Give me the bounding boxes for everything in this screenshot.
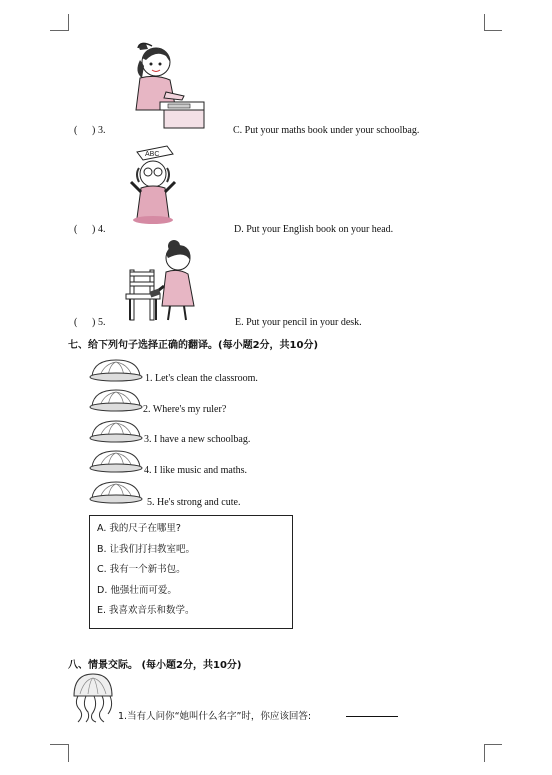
answer-blank-line[interactable] xyxy=(346,716,398,717)
girl-at-desk-illustration xyxy=(126,40,206,130)
crop-mark-top-left-v xyxy=(68,14,69,31)
option-c: C. 我有一个新书包。 xyxy=(97,564,186,575)
section-7-heading: 七、给下列句子选择正确的翻译。(每小题2分，共10分) xyxy=(68,340,319,351)
sentence-c: C. Put your maths book under your schoolbag. xyxy=(233,125,420,136)
paren-close-3: ) xyxy=(92,125,96,136)
shell-answer-4-icon[interactable] xyxy=(88,449,144,475)
sentence-d: D. Put your English book on your head. xyxy=(234,224,394,235)
section7-sentence-1: 1. Let's clean the classroom. xyxy=(145,373,258,384)
paren-close-5: ) xyxy=(92,317,96,328)
shell-answer-5-icon[interactable] xyxy=(88,480,144,506)
crop-mark-bottom-left-h xyxy=(50,744,68,745)
answer-blank-5[interactable] xyxy=(80,317,92,328)
crop-mark-bottom-right-v xyxy=(484,744,485,762)
abc-book-text: ABC xyxy=(145,151,160,158)
paren-open-5: ( xyxy=(74,317,78,328)
item-number-5: 5. xyxy=(98,317,106,328)
option-e: E. 我喜欢音乐和数学。 xyxy=(97,605,195,616)
girl-book-on-head-illustration xyxy=(125,142,179,226)
section7-sentence-2: 2. Where's my ruler? xyxy=(143,404,227,415)
section-8-heading: 八、情景交际。 (每小题2分，共10分) xyxy=(68,660,242,671)
crop-mark-top-right-h xyxy=(484,30,502,31)
shell-answer-2-icon[interactable] xyxy=(88,388,144,414)
answer-blank-3[interactable] xyxy=(80,125,92,136)
jellyfish-icon xyxy=(70,672,116,724)
paren-close-4: ) xyxy=(92,224,96,235)
translation-options-box xyxy=(89,515,293,629)
crop-mark-top-left-h xyxy=(50,30,68,31)
paren-open-3: ( xyxy=(74,125,78,136)
option-b: B. 让我们打扫教室吧。 xyxy=(97,544,196,555)
crop-mark-top-right-v xyxy=(484,14,485,31)
option-a: A. 我的尺子在哪里? xyxy=(97,523,181,534)
section8-question-1: 1.当有人问你“她叫什么名字”时，你应该回答: xyxy=(118,711,312,722)
option-d: D. 他强壮而可爱。 xyxy=(97,585,177,596)
item-number-4: 4. xyxy=(98,224,106,235)
section7-sentence-4: 4. I like music and maths. xyxy=(144,465,248,476)
shell-answer-3-icon[interactable] xyxy=(88,419,144,445)
crop-mark-bottom-left-v xyxy=(68,744,69,762)
section7-sentence-5: 5. He's strong and cute. xyxy=(147,497,241,508)
sentence-e: E. Put your pencil in your desk. xyxy=(235,317,362,328)
shell-answer-1-icon[interactable] xyxy=(88,358,144,384)
girl-beside-chair-illustration xyxy=(124,236,202,322)
crop-mark-bottom-right-h xyxy=(484,744,502,745)
section7-sentence-3: 3. I have a new schoolbag. xyxy=(144,434,251,445)
paren-open-4: ( xyxy=(74,224,78,235)
answer-blank-4[interactable] xyxy=(80,224,92,235)
item-number-3: 3. xyxy=(98,125,106,136)
